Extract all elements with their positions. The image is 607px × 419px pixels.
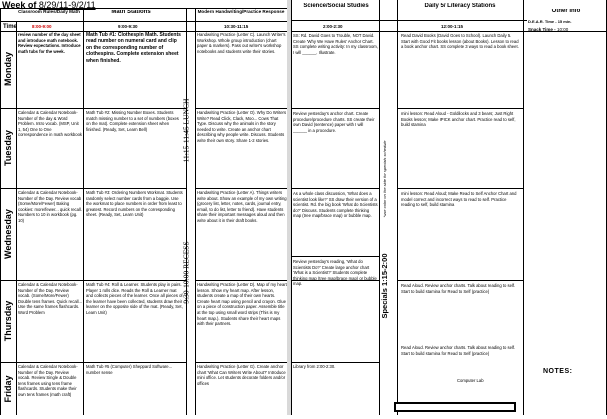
science-cell-monday: SS: Rd. David Goes to Trouble, NOT David. Create 'Why We Have Rules' Anchor Chart. SS complete writing activity: In my classroom, I will ______. Illustrate. bbox=[293, 33, 378, 55]
snack-time-value: 10:00 bbox=[556, 27, 569, 32]
grid-line bbox=[0, 108, 186, 109]
day-label-tuesday: Tuesday bbox=[3, 130, 13, 166]
literacy-cell-tuesday: mini lesson: Read Aloud - Goldilocks and 3 bears; Just Right Books lesson; Make IPICK anchor chart. Practice read to self, build stamina bbox=[401, 111, 516, 128]
right-page bbox=[291, 0, 607, 415]
grid-line bbox=[291, 0, 292, 415]
science-cell-friday: Library from 2:00-2:30. bbox=[293, 364, 336, 369]
grid-line bbox=[186, 8, 187, 415]
grid-line bbox=[379, 0, 380, 415]
station-cell-friday: Math Tub #5 (Computer) Sheppard Software... number sense bbox=[86, 364, 173, 375]
grid-line bbox=[16, 21, 17, 415]
lunch-label: 11:15-11:45 LUNCH bbox=[181, 98, 191, 163]
math-cell-wednesday: Calendar & Calendar Notebook- Number of the Day. Review vocab (Some/More/Fewer) Baking cookies: more/fewer... quick recall. Numbers to 10 in workbook (pg. 10) bbox=[18, 190, 82, 223]
literacy-column-header: Daily 5/ Literacy Stations bbox=[424, 3, 496, 9]
day-label-monday: Monday bbox=[3, 52, 13, 87]
literacy-cell-friday: Read Aloud. Review anchor charts. Talk about reading to self. Start to build stamina for Read to Self (practice) bbox=[401, 345, 516, 356]
math-cell-tuesday: Calendar & Calendar Notebook- Number of the day & Word Problem. Intro vocab. (MSP, Unit 1, 54) One to One correspondence in math workbook bbox=[18, 110, 82, 138]
station-cell-monday: Math Tub #1: Clothespin Math. Students read number on numeral card and clip on the corresponding number of clothespins. Complete extension sheet when finished. bbox=[86, 32, 181, 64]
literacy-cell-wednesday: mini lesson: Read Aloud; Make Read to Self Anchor Chart and model correct and incorrect ways to read to self. Practice reading to self, build stamina bbox=[401, 191, 517, 208]
recess-label: 9:30-10:00 RECESS bbox=[181, 241, 191, 304]
handwriting-cell-monday: Handwriting Practice (Letter C). Launch Writer's Workshop. Whole group introduction (chart paper & markers). Pass out writer's workshop notebooks and students write their stories. bbox=[197, 32, 286, 54]
computer-lab-note: Computer Lab bbox=[457, 378, 484, 383]
grid-line bbox=[0, 362, 186, 363]
time-label: Time bbox=[3, 24, 17, 30]
math-cell-monday: review number of the day sheet and introduce math notebook. Review expectations. Introduce math tubs for the week. bbox=[18, 32, 81, 54]
stations-time: 9:00-9:30 bbox=[118, 24, 138, 29]
specials-label: Specials 1:15-2:00 bbox=[380, 253, 389, 319]
grid-line bbox=[291, 362, 379, 363]
left-page bbox=[0, 0, 289, 415]
grid-line bbox=[523, 0, 524, 415]
specials-note: *use color on the side for specials schedule bbox=[382, 140, 387, 218]
grid-line bbox=[195, 8, 196, 415]
handwriting-time: 10:30-11:15 bbox=[224, 24, 249, 29]
grid-line bbox=[397, 188, 523, 189]
station-cell-tuesday: Math Tub #2: Missing Number Boxes. Students match missing number to a set of numbers (boxes on the mat). Complete extension sheet when finished. (Ready, Set, Learn Bell) bbox=[86, 110, 179, 132]
literacy-cell-thursday: Read Aloud. Review anchor charts. Talk about reading to self. Start to build stamina for Read to Self (practice) bbox=[401, 283, 516, 294]
grid-line bbox=[291, 188, 379, 189]
day-label-thursday: Thursday bbox=[3, 300, 13, 342]
math-time: 8:00-9:00 bbox=[32, 24, 52, 29]
handwriting-column-header: Modern Handwriting/Practice Response bbox=[197, 9, 285, 14]
other-info-header: Other Info bbox=[551, 9, 581, 14]
literacy-cell-monday: Read David Books (David Goes to School). Launch Daily 5. Start with Good Fit books lesson (about Books). Lesson to read a book anchor chart. SS complete 3 ways to read a book sheet. bbox=[401, 33, 519, 50]
handwriting-cell-thursday: Handwriting Practice (Letter D). Map of my heart lesson. Show my heart map. After lesson, students create a map of their own hearts. Create heart map using pencil and crayon. Glue on a piece of construction paper. Assemble title at the top using small word strips (This is my heart map.). Students share their heart maps with their partners. bbox=[197, 282, 287, 327]
math-cell-thursday: Calendar & Calendar Notebook- Number of the Day. Review vocab. (Some/More/Fewer) Double tens frames. Quick recall... Use the same frames flashcards. Word Problem bbox=[18, 282, 82, 315]
grid-line bbox=[0, 21, 289, 22]
snack-time-label: Snack Time - bbox=[528, 27, 556, 32]
text-box-frame bbox=[394, 402, 516, 412]
handwriting-cell-tuesday: Handwriting Practice (Letter O). Why Do Writers Write? Read Click, Clack, Moo... Cows That Type. Discuss why the animals in the story needed to write. Create an anchor chart describing why people write. Discuss. Students write their own story. Share 1-2 stories. bbox=[197, 110, 287, 143]
station-cell-thursday: Math Tub #4: Roll & Learner. Students play in pairs. Player 1 rolls dice. Reads the Roll & Learner mat and collects pieces of the learner. Once all pieces of the learner have been collected, students draw their learner on the opposite side of the mat. (Ready, Set, Learn Unit) bbox=[86, 282, 183, 315]
literacy-time: 12:00-1:15 bbox=[441, 24, 464, 29]
handwriting-cell-friday: Handwriting Practice (Letter G). Create anchor chart 'What Can Writers Write About?' Introduce mini office. Let students decorate folders and/or offices bbox=[197, 364, 286, 386]
grid-line bbox=[195, 362, 289, 363]
grid-line bbox=[195, 108, 289, 109]
day-label-friday: Friday bbox=[3, 375, 13, 403]
grid-line bbox=[195, 188, 289, 189]
science-column-header: Science/Social Studies bbox=[303, 3, 369, 9]
grid-line bbox=[397, 280, 523, 281]
grid-line bbox=[0, 280, 186, 281]
day-label-wednesday: Wednesday bbox=[3, 209, 13, 259]
science-cell-tuesday: Review yesterday's anchor chart. Create procedure/procedure charts. SS create their own David (sentence) paper with I will ______ in a procedure. bbox=[293, 111, 375, 133]
grid-line bbox=[83, 8, 84, 415]
grid-line bbox=[195, 280, 289, 281]
week-label: Week of bbox=[2, 0, 37, 10]
grid-line bbox=[291, 31, 607, 32]
science-time: 2:00-2:30 bbox=[323, 24, 343, 29]
grid-line bbox=[291, 108, 379, 109]
handwriting-cell-wednesday: Handwriting Practice (Letter A). Things writers write about. Show an example of my own writing (grocery list, letter, notes, cards, journal entry, email, to do list, letter to friend). Have students share their important messages aloud and then write about it in their draft books. bbox=[197, 190, 287, 223]
grid-line bbox=[397, 108, 523, 109]
science-cell-wednesday: As a whole class discussion, 'What does a scientist look like?' SS draw their version of a scientist. Rd. the big book 'What do Scientists do?' Discuss. Students complete thinking map (tree map/brace map) or bubble map. bbox=[293, 191, 378, 219]
math-stations-column-header: Math Stations bbox=[111, 10, 151, 15]
grid-line bbox=[0, 8, 289, 9]
station-cell-wednesday: Math Tub #3: Ordering Numbers Workmat. Students randomly select number cards from a baggie. Use the workmat to place numbers in order from least to greatest. Record numbers on the corresponding sheet. (Ready, Set, Learn Unit) bbox=[86, 190, 183, 218]
week-range: 8/29/11-9/2/11 bbox=[38, 0, 96, 10]
grid-line bbox=[291, 256, 379, 257]
notes-label: NOTES: bbox=[543, 368, 573, 375]
grid-line bbox=[397, 0, 398, 415]
grid-line bbox=[0, 8, 1, 415]
math-column-header: Classroom Rules/Daily Math bbox=[18, 9, 80, 14]
math-cell-friday: Calendar & Calendar Notebook- Number of the Day. Review vocab. Review Single & Double tens frames using tens frame flashcards. Students make their own tens frames (math craft) bbox=[18, 364, 78, 397]
grid-line bbox=[291, 20, 527, 21]
science-cell-thursday: Review yesterday's reading, 'What do Scientists Do?' Create large anchor chart 'What is a Scientist?' Students complete thinking map (tree map/brace map) or bubble map. bbox=[293, 259, 377, 287]
grid-line bbox=[0, 188, 186, 189]
dear-time: D.E.A.R. Time - 15 min. bbox=[528, 19, 572, 24]
